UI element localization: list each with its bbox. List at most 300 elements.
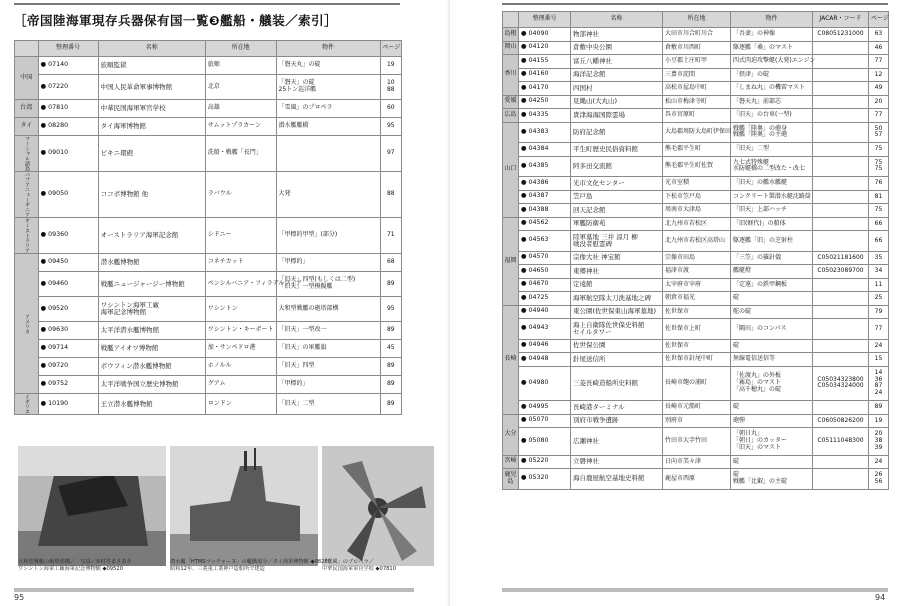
record-name: 倉敷中央公園	[571, 41, 663, 55]
record-name: オーストラリア海軍記念館	[98, 218, 205, 254]
bullet-marker: ●	[521, 70, 529, 78]
record-number	[38, 376, 98, 394]
record-item: 駆逐艦「旧」の芝射柱	[731, 231, 813, 252]
bullet-marker: ●	[521, 110, 529, 118]
record-number-text: 09520	[48, 304, 69, 312]
column-header: 所在地	[663, 12, 731, 28]
top-rule	[14, 3, 400, 5]
record-number	[519, 469, 571, 490]
table-row	[503, 28, 889, 42]
record-item: 「磐天丸」の碇	[276, 57, 380, 75]
table-row	[503, 414, 889, 428]
right-index-table	[502, 11, 889, 490]
record-name: 見縄山(大丸山)	[571, 95, 663, 109]
record-item: 「旧天」二型	[731, 143, 813, 157]
record-number-text: 09010	[48, 149, 69, 157]
record-item: 「旧天」四型(もしくは二型) 「旧天」一型模擬艦	[276, 272, 380, 297]
record-location: ワシントン	[205, 297, 276, 322]
record-name: 東公園(佐世保東山海軍墓地)	[571, 305, 663, 319]
record-location: 洗船・戦艦「長門」	[205, 136, 276, 172]
record-number	[519, 292, 571, 306]
record-location: 大田市川合町川合	[663, 28, 731, 42]
bullet-marker: ●	[40, 380, 49, 388]
bullet-marker: ●	[521, 253, 529, 261]
caption-turret	[18, 559, 132, 572]
table-row	[15, 340, 402, 358]
bullet-marker: ●	[521, 127, 529, 135]
bottom-rule	[502, 588, 888, 592]
bullet-marker: ●	[521, 83, 529, 91]
record-name: タイ海軍博物館	[98, 118, 205, 136]
record-item: 「磐天丸」前部芯	[731, 95, 813, 109]
record-item	[276, 136, 380, 172]
record-page: 77	[869, 319, 889, 340]
record-location: 別府市	[663, 414, 731, 428]
record-number-text: 05080	[528, 436, 549, 444]
record-jacar-code	[813, 319, 869, 340]
bullet-marker: ●	[521, 161, 529, 169]
bullet-marker: ●	[521, 436, 529, 444]
record-number-text: 04948	[528, 354, 549, 362]
record-item: 碇	[731, 292, 813, 306]
record-item: 「三笠」の羅針儀	[731, 251, 813, 265]
record-name: 阿多田交流館	[571, 156, 663, 177]
bullet-marker: ●	[521, 474, 529, 482]
table-row	[503, 190, 889, 204]
column-header: 整理番号	[38, 41, 98, 57]
record-jacar-code: C05111048300	[813, 428, 869, 456]
record-item: 碇	[731, 339, 813, 353]
record-number-text: 04650	[528, 266, 549, 274]
record-item: 艦艇燈	[731, 265, 813, 279]
record-location: 下松市笠戸島	[663, 190, 731, 204]
record-location: ラバウル	[205, 172, 276, 218]
record-page: 24	[869, 339, 889, 353]
record-jacar-code	[813, 143, 869, 157]
record-page: 66	[869, 217, 889, 231]
bullet-marker: ●	[40, 82, 49, 90]
table-row	[503, 278, 889, 292]
record-number	[519, 177, 571, 191]
table-row	[503, 156, 889, 177]
table-row	[503, 68, 889, 82]
record-number-text: 05070	[528, 416, 549, 424]
record-name: 海軍航空隊太刀洗基地之碑	[571, 292, 663, 306]
record-number	[38, 340, 98, 358]
record-name: 中国人民革命軍事博物館	[98, 75, 205, 100]
record-jacar-code	[813, 339, 869, 353]
record-jacar-code	[813, 95, 869, 109]
record-number	[38, 297, 98, 322]
record-name: 軍艦防衛苑	[571, 217, 663, 231]
record-name: 旅順監獄	[98, 57, 205, 75]
table-row	[503, 339, 889, 353]
group-label: 香川	[503, 55, 519, 96]
record-location: サムットプラカーン	[205, 118, 276, 136]
record-item: 「朝日丸」 「朝日」のカッター 「旧天」のマスト	[731, 428, 813, 456]
record-number-text: 04335	[528, 110, 549, 118]
record-number	[519, 41, 571, 55]
record-number-text: 04670	[528, 280, 549, 288]
record-item: 四式肉迫攻撃艇(大発)エンジン	[731, 55, 813, 69]
record-item: 「甲標的」	[276, 376, 380, 394]
record-location: グアム	[205, 376, 276, 394]
record-item: 「旧天」一型改一	[276, 322, 380, 340]
record-location: 松山市梅津寺町	[663, 95, 731, 109]
record-item: 「旧(軽代)」の船体	[731, 217, 813, 231]
table-row	[503, 366, 889, 401]
record-page: 60	[380, 100, 401, 118]
record-number-text: 04995	[528, 402, 549, 410]
record-jacar-code	[813, 68, 869, 82]
record-number	[38, 100, 98, 118]
photo-caption-text: 「雪風」のプロペラ／ 中華民国海軍軍官学校 ◆07810	[322, 559, 397, 572]
record-number	[519, 143, 571, 157]
record-location: 北九州市若松区	[663, 217, 731, 231]
bullet-marker: ●	[521, 178, 529, 186]
table-row	[15, 376, 402, 394]
record-item: コンクリート製潜水艇沈路筒	[731, 190, 813, 204]
bullet-marker: ●	[40, 399, 49, 407]
table-row	[15, 218, 402, 254]
record-name: 立磐神社	[571, 455, 663, 469]
record-item: 舵の碇	[731, 305, 813, 319]
record-name: 海自鹿屋航空基地史料館	[571, 469, 663, 490]
record-page: 89	[380, 358, 401, 376]
table-row	[15, 136, 402, 172]
group-label: マーシャル諸島	[15, 136, 39, 172]
table-row	[15, 172, 402, 218]
column-header: ページ	[380, 41, 401, 57]
record-number-text: 04570	[528, 253, 549, 261]
group-label: 広島	[503, 109, 519, 123]
record-number-text: 08280	[48, 122, 69, 130]
record-number-text: 09360	[48, 231, 69, 239]
group-label: 岡山	[503, 41, 519, 55]
record-page: 20 38 39	[869, 428, 889, 456]
record-number-text: 09450	[48, 258, 69, 266]
table-row	[503, 204, 889, 218]
record-number	[519, 190, 571, 204]
table-row	[15, 394, 402, 415]
bullet-marker: ●	[40, 231, 49, 239]
record-page: 10 88	[380, 75, 401, 100]
record-page: 14 36 87 24	[869, 366, 889, 401]
record-number	[38, 272, 98, 297]
group-label: オーストラリア	[15, 218, 39, 254]
record-location: ホノルル	[205, 358, 276, 376]
record-page: 77	[869, 55, 889, 69]
record-item: 「旧天」四型	[276, 358, 380, 376]
group-label: 大分	[503, 414, 519, 455]
record-number-text: 09050	[48, 190, 69, 198]
record-location: 熊毛郡平生町	[663, 143, 731, 157]
record-page: 95	[380, 297, 401, 322]
record-number-text: 04250	[528, 97, 549, 105]
record-location: 高松市屋島中町	[663, 82, 731, 96]
table-row	[15, 322, 402, 340]
record-number	[519, 251, 571, 265]
header-group-spacer	[15, 41, 39, 57]
record-item: 九七式特殊艇 水防艇橋の二型改た・改七	[731, 156, 813, 177]
record-item: 碇	[731, 401, 813, 415]
record-number	[519, 414, 571, 428]
record-number-text: 09752	[48, 380, 69, 388]
record-number	[519, 265, 571, 279]
record-name: 陸軍墓地 三井 涼月 柳 戦没者慰霊碑	[571, 231, 663, 252]
bullet-marker: ●	[40, 149, 49, 157]
record-name: ココポ博物館 他	[98, 172, 205, 218]
record-number	[38, 172, 98, 218]
bullet-marker: ●	[40, 104, 49, 112]
bullet-marker: ●	[521, 378, 529, 386]
left-index-table	[14, 40, 402, 415]
record-name: 王立潜水艦博物館	[98, 394, 205, 415]
record-jacar-code	[813, 469, 869, 490]
bullet-marker: ●	[40, 61, 49, 69]
group-label: 福岡	[503, 217, 519, 305]
record-page: 89	[869, 401, 889, 415]
record-name: 別府市戦争遺跡	[571, 414, 663, 428]
column-header: 名称	[98, 41, 205, 57]
record-page: 66	[869, 231, 889, 252]
record-number	[519, 401, 571, 415]
record-location: 旅順	[205, 57, 276, 75]
photo-caption-text: 大和型戦艦の砲塔部構／ 写真／①村井まさあき ワシントン海軍工廠海軍記念博物館 ◆09520	[18, 559, 132, 572]
record-item: 「佐渡丸」の外板 「霧島」のマスト 「高千穂丸」の碇	[731, 366, 813, 401]
record-page: 20	[869, 95, 889, 109]
record-location: 鹿屋市西原	[663, 469, 731, 490]
record-item: 碇 戦艦「比叡」の主碇	[731, 469, 813, 490]
record-location: 佐世保市	[663, 339, 731, 353]
record-number	[38, 322, 98, 340]
page-number: 94	[875, 593, 886, 602]
record-number-text: 04155	[528, 56, 549, 64]
record-number	[38, 57, 98, 75]
record-location: 佐世保市上町	[663, 319, 731, 340]
record-number-text: 09720	[48, 362, 69, 370]
column-header: ページ	[869, 12, 889, 28]
record-page: 68	[380, 254, 401, 272]
record-name: 平生町歴史民俗資料館	[571, 143, 663, 157]
record-location: ワシントン・キーポート	[205, 322, 276, 340]
table-row	[503, 305, 889, 319]
group-label: 島根	[503, 28, 519, 42]
record-jacar-code: C05023089700	[813, 265, 869, 279]
record-jacar-code	[813, 204, 869, 218]
record-location: 周南市大津島	[663, 204, 731, 218]
record-location: 日向市美々津	[663, 455, 731, 469]
record-item: 無線電信送信等	[731, 353, 813, 367]
record-item: 「旧天」上部ハッチ	[731, 204, 813, 218]
record-page: 46	[869, 41, 889, 55]
group-label: 台湾	[15, 100, 39, 118]
record-page: 81	[869, 190, 889, 204]
record-location: 宗像市田島	[663, 251, 731, 265]
record-number-text: 04385	[528, 161, 549, 169]
record-name: 防府記念館	[571, 122, 663, 143]
record-name: ボウフィン潜水艦博物館	[98, 358, 205, 376]
record-item: 駆逐艦「桑」のマスト	[731, 41, 813, 55]
group-label: 愛媛	[503, 95, 519, 109]
record-location: 佐世保市針尾中町	[663, 353, 731, 367]
record-page: 11	[869, 278, 889, 292]
record-name: 貴津海海国際霊場	[571, 109, 663, 123]
record-name: 三菱長崎造船所史料館	[571, 366, 663, 401]
record-page: 89	[380, 394, 401, 415]
record-item: 潜水艦艦橋	[276, 118, 380, 136]
record-number	[519, 305, 571, 319]
record-number-text: 04120	[528, 43, 549, 51]
bullet-marker: ●	[521, 236, 529, 244]
group-label: アメリカ	[15, 254, 39, 394]
record-name: 宗像大社 神宝館	[571, 251, 663, 265]
record-number-text: 04946	[528, 341, 549, 349]
record-number-text: 07140	[48, 61, 69, 69]
caption-propeller	[322, 559, 396, 572]
record-jacar-code	[813, 109, 869, 123]
bullet-marker: ●	[521, 293, 529, 301]
record-page: 12	[869, 68, 889, 82]
record-number	[519, 339, 571, 353]
table-row	[15, 118, 402, 136]
record-jacar-code	[813, 177, 869, 191]
record-name: 光市文化センター	[571, 177, 663, 191]
record-name: 海上自衛隊佐世保史料館 セイルタワー	[571, 319, 663, 340]
record-location: 小豆郡土庄町甲	[663, 55, 731, 69]
table-row	[15, 254, 402, 272]
record-number-text: 04943	[528, 324, 549, 332]
group-label: 宮崎	[503, 455, 519, 469]
record-page: 75 75	[869, 156, 889, 177]
record-page: 34	[869, 265, 889, 279]
group-label: 長崎	[503, 305, 519, 414]
record-number	[519, 95, 571, 109]
record-page: 19	[869, 414, 889, 428]
table-row	[503, 55, 889, 69]
bullet-marker: ●	[521, 144, 529, 152]
record-name: 潜水艦博物館	[98, 254, 205, 272]
record-item: 「摂津」の碇	[731, 68, 813, 82]
record-number-text: 04563	[528, 236, 549, 244]
record-name: 回天記念館	[571, 204, 663, 218]
record-item: 大発	[276, 172, 380, 218]
record-page: 24	[869, 455, 889, 469]
record-item: 「甲標的甲型」(部分)	[276, 218, 380, 254]
table-row	[503, 217, 889, 231]
table-row	[15, 57, 402, 75]
record-page: 97	[380, 136, 401, 172]
record-location: 福津市渡	[663, 265, 731, 279]
record-jacar-code	[813, 401, 869, 415]
column-header: 名称	[571, 12, 663, 28]
record-name: 長崎港ターミナル	[571, 401, 663, 415]
record-page: 15	[869, 353, 889, 367]
record-location: 加・サンペドロ港	[205, 340, 276, 358]
record-page: 89	[380, 376, 401, 394]
record-location: 三豊市詫間	[663, 68, 731, 82]
record-item: 「吾妻」の神像	[731, 28, 813, 42]
record-name: ビキニ環礁	[98, 136, 205, 172]
record-jacar-code	[813, 156, 869, 177]
record-name: 定遠館	[571, 278, 663, 292]
record-number-text: 04562	[528, 219, 549, 227]
record-number	[38, 218, 98, 254]
record-number	[38, 136, 98, 172]
record-jacar-code	[813, 82, 869, 96]
table-row	[503, 292, 889, 306]
record-number	[519, 156, 571, 177]
record-number	[519, 455, 571, 469]
record-location: 長崎市飽の浦町	[663, 366, 731, 401]
group-label: イギリス	[15, 394, 39, 415]
record-number-text: 04980	[528, 378, 549, 386]
bullet-marker: ●	[521, 205, 529, 213]
table-row	[15, 297, 402, 322]
table-row	[503, 82, 889, 96]
record-item: 「旧天」二型	[276, 394, 380, 415]
bullet-marker: ●	[521, 416, 529, 424]
bullet-marker: ●	[521, 354, 529, 362]
record-number	[519, 82, 571, 96]
record-location: 竹田市大字竹田	[663, 428, 731, 456]
record-name: 笠戸島	[571, 190, 663, 204]
record-page: 75	[869, 204, 889, 218]
record-page: 35	[869, 251, 889, 265]
record-number	[519, 122, 571, 143]
page-number: 95	[14, 593, 25, 602]
bullet-marker: ●	[521, 402, 529, 410]
record-jacar-code	[813, 278, 869, 292]
record-location: シドニー	[205, 218, 276, 254]
record-location: 朝倉市福光	[663, 292, 731, 306]
record-item: 「雪風」のプロペラ	[276, 100, 380, 118]
record-location: 佐世保市	[663, 305, 731, 319]
record-location: 高雄	[205, 100, 276, 118]
record-location: 呉市宮原町	[663, 109, 731, 123]
record-number-text: 04387	[528, 192, 549, 200]
column-header: 物件	[731, 12, 813, 28]
table-row	[503, 251, 889, 265]
record-name: 太平洋潜水艦博物館	[98, 322, 205, 340]
record-jacar-code: C06050826200	[813, 414, 869, 428]
record-name: 佐世保公園	[571, 339, 663, 353]
record-jacar-code	[813, 217, 869, 231]
record-number	[519, 204, 571, 218]
bullet-marker: ●	[40, 190, 49, 198]
record-jacar-code: C05034323800 C05034324000	[813, 366, 869, 401]
record-jacar-code	[813, 231, 869, 252]
table-row	[503, 469, 889, 490]
bullet-marker: ●	[521, 56, 529, 64]
header-group-spacer	[503, 12, 519, 28]
record-page: 71	[380, 218, 401, 254]
record-location: 光市室積	[663, 177, 731, 191]
record-page: 75	[869, 143, 889, 157]
record-number	[519, 278, 571, 292]
record-item: 戦艦「陸奥」の砲身 戦艦「陸奥」の主砲	[731, 122, 813, 143]
bullet-marker: ●	[521, 341, 529, 349]
bottom-rule	[14, 588, 414, 592]
record-page: 19	[380, 57, 401, 75]
table-row	[503, 319, 889, 340]
table-row	[503, 428, 889, 456]
record-number-text: 07220	[48, 82, 69, 90]
record-number-text: 04160	[528, 70, 549, 78]
record-page: 63	[869, 28, 889, 42]
record-page: 89	[380, 272, 401, 297]
record-page: 50 57	[869, 122, 889, 143]
